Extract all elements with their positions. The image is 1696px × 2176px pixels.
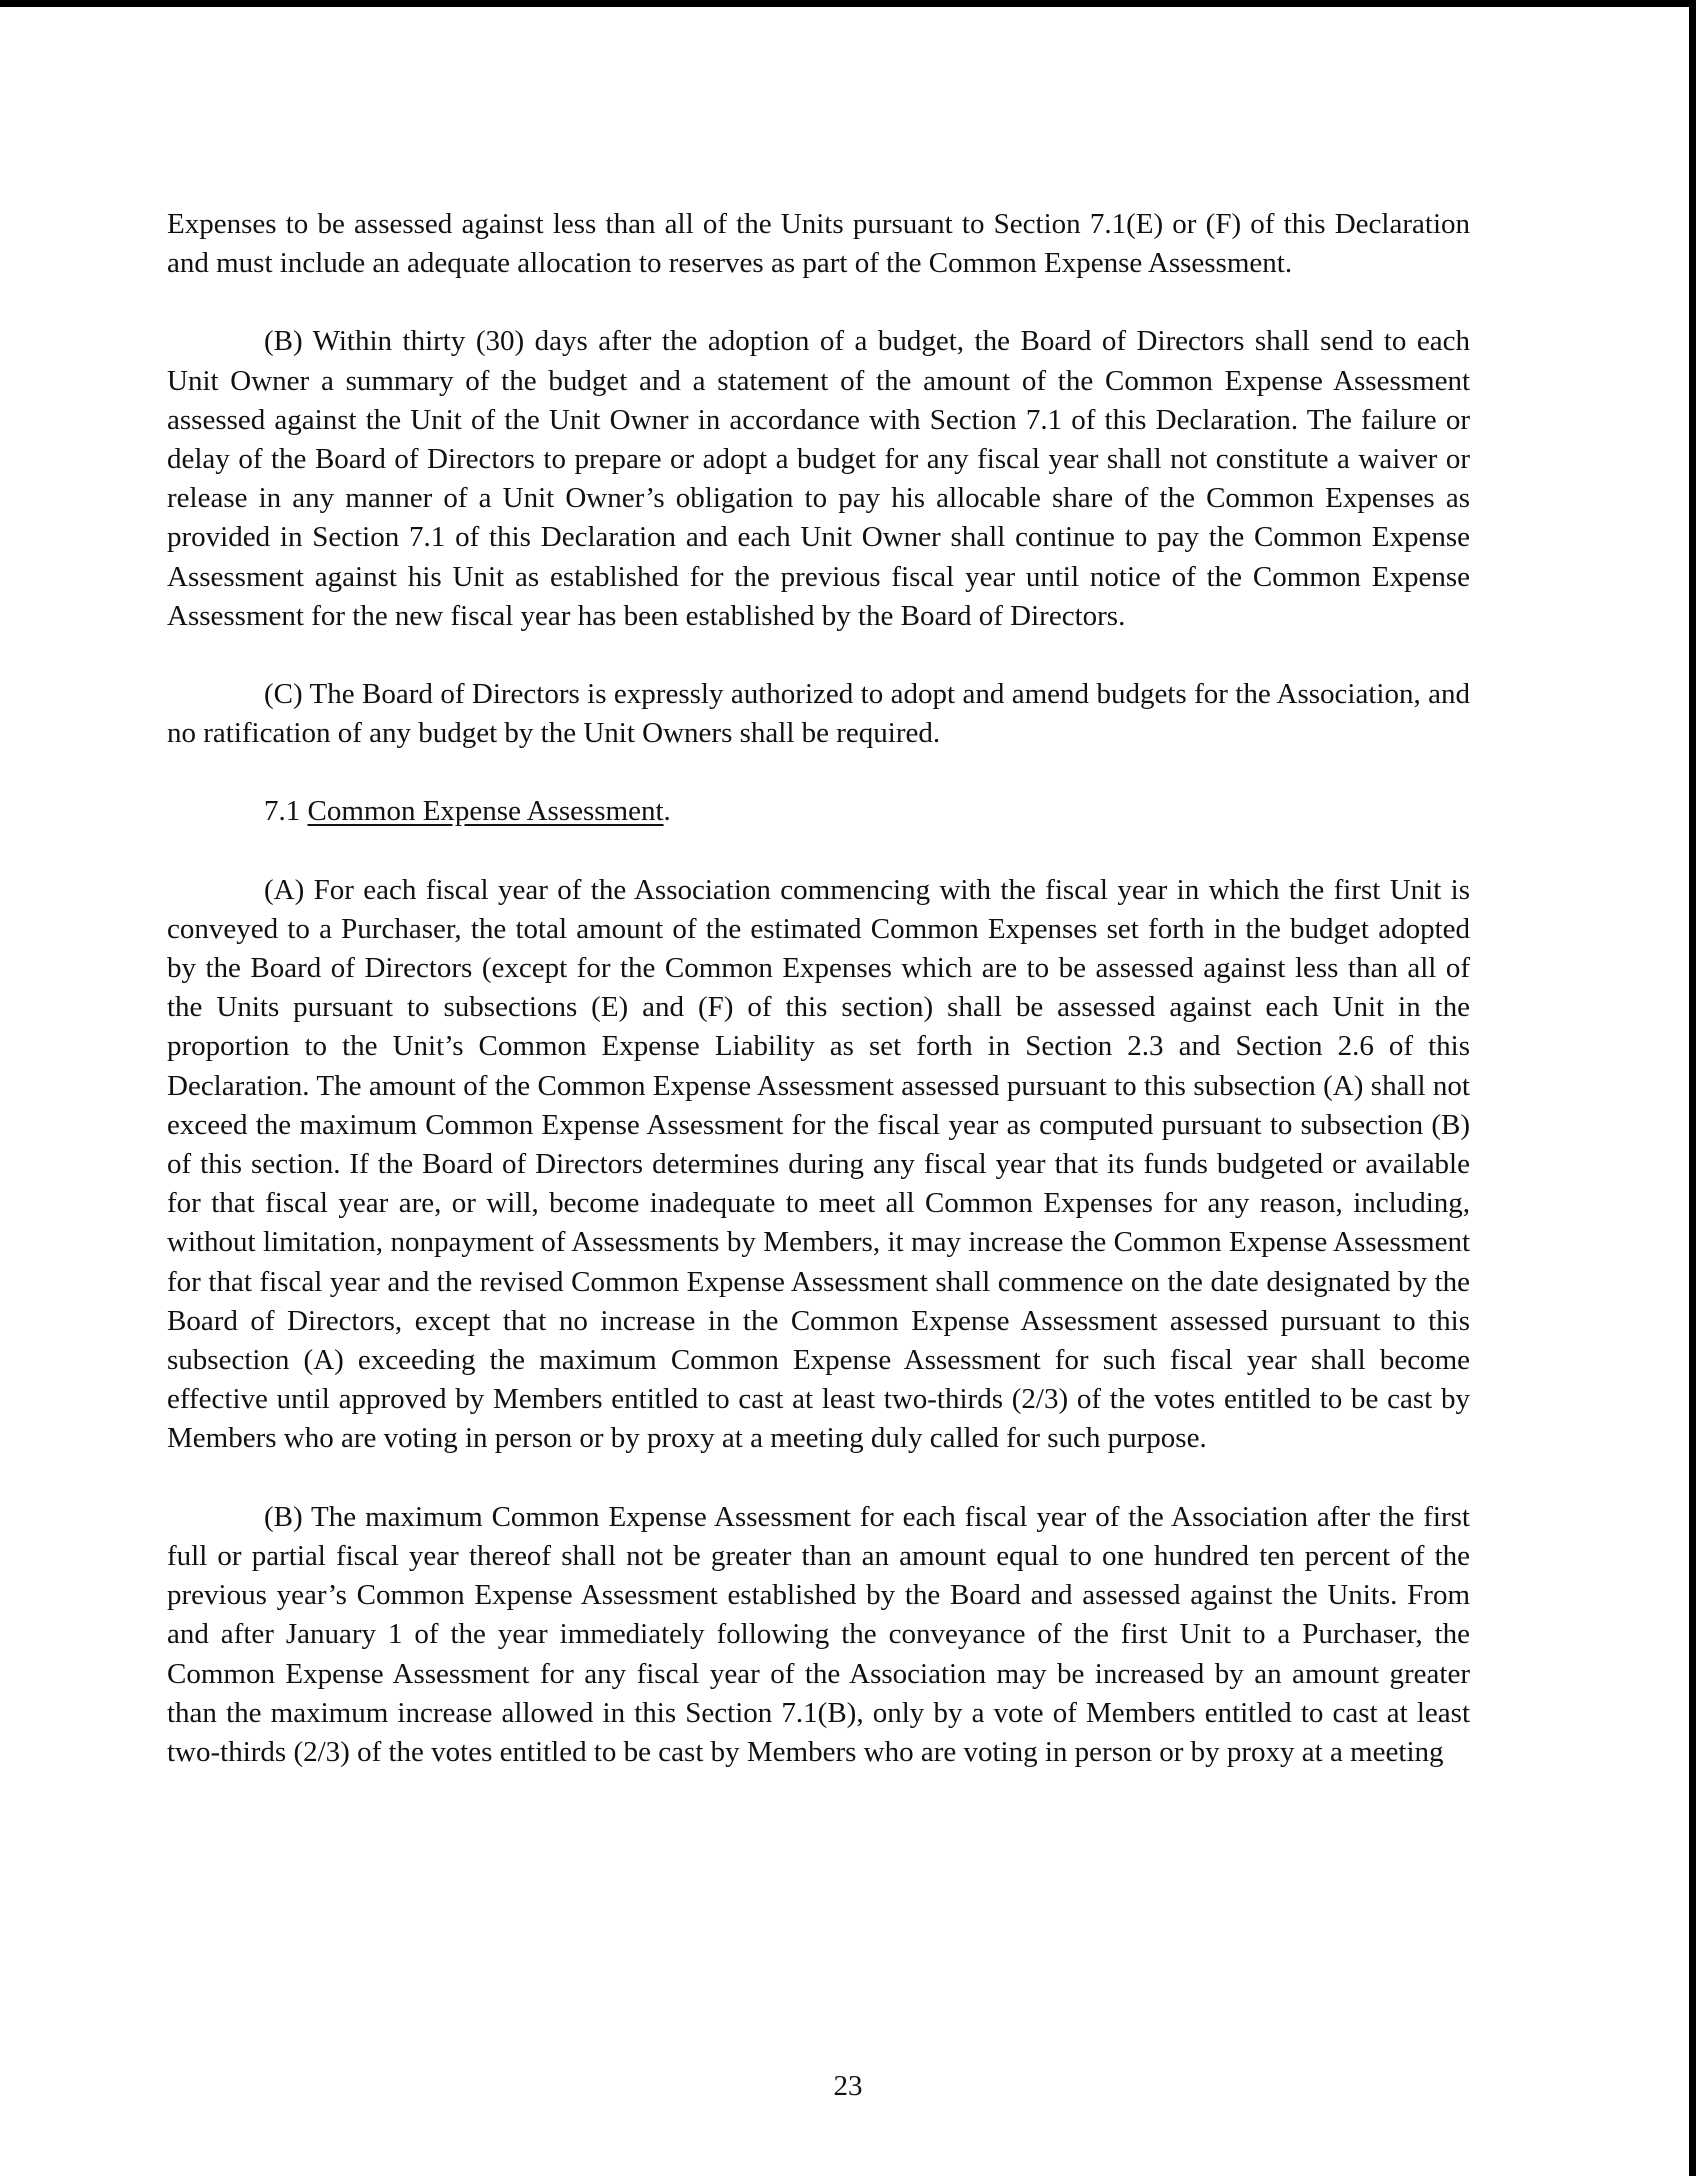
scan-border-top [0,0,1696,7]
scan-border-right [1689,0,1696,2176]
paragraph-assessment-a: (A) For each fiscal year of the Association commencing with the fiscal year in which the first Unit is conveyed to a Purchaser, the total amount of the estimated Common Expenses set forth in the budget adopted by the Board of Directors (except for the Common Expenses which are to be assessed against less than all of the Units pursuant to subsections (E) and (F) of this section) shall be assessed against each Unit in the proportion to the Unit’s Common Expense Liability as set forth in Section 2.3 and Section 2.6 of this Declaration. The amount of the Common Expense Assessment assessed pursuant to this subsection (A) shall not exceed the maximum Common Expense Assessment for the fiscal year as computed pursuant to subsection (B) of this section. If the Board of Directors determines during any fiscal year that its funds budgeted or available for that fiscal year are, or will, become inadequate to meet all Common Expenses for any reason, including, without limitation, nonpayment of Assessments by Members, it may increase the Common Expense Assessment for that fiscal year and the revised Common Expense Assessment shall commence on the date designated by the Board of Directors, except that no increase in the Common Expense Assessment assessed pursuant to this subsection (A) exceeding the maximum Common Expense Assessment for such fiscal year shall become effective until approved by Members entitled to cast at least two-thirds (2/3) of the votes entitled to be cast by Members who are voting in person or by proxy at a meeting duly called for such purpose. [167,873,1470,1455]
page-number: 23 [833,2070,863,2102]
section-number: 7.1 [264,795,301,828]
paragraph-continuation: Expenses to be assessed against less than all of the Units pursuant to Section 7.1(E) or (F) of this Declaration and must include an adequate allocation to reserves as part of the Common Expense Assessment. [167,208,1470,280]
paragraph-budget-summary: (B) Within thirty (30) days after the adoption of a budget, the Board of Directors shall send to each Unit Owner a summary of the budget and a statement of the amount of the Common Expense Assessment assessed against the Unit of the Unit Owner in accordance with Section 7.1 of this Declaration. The failure or delay of the Board of Directors to prepare or adopt a budget for any fiscal year shall not constitute a waiver or release in any manner of a Unit Owner’s obligation to pay his allocable share of the Common Expenses as provided in Section 7.1 of this Declaration and each Unit Owner shall continue to pay the Common Expense Assessment against his Unit as established for the previous fiscal year until notice of the Common Expense Assessment for the new fiscal year has been established by the Board of Directors. [167,325,1470,632]
paragraph-budget-authority: (C) The Board of Directors is expressly authorized to adopt and amend budgets for the Association, and no ratification of any budget by the Unit Owners shall be required. [167,678,1470,750]
section-heading [167,792,1470,831]
section-title-period: . [663,795,671,828]
document-body [167,205,1470,1811]
paragraph-assessment-b: (B) The maximum Common Expense Assessment for each fiscal year of the Association after the first full or partial fiscal year thereof shall not be greater than an amount equal to one hundred ten percent of the previous year’s Common Expense Assessment established by the Board and assessed against the Units. From and after January 1 of the year immediately following the conveyance of the first Unit to a Purchaser, the Common Expense Assessment for any fiscal year of the Association may be increased by an amount greater than the maximum increase allowed in this Section 7.1(B), only by a vote of Members entitled to cast at least two-thirds (2/3) of the votes entitled to be cast by Members who are voting in person or by proxy at a meeting [167,1500,1470,1768]
section-title: Common Expense Assessment [307,795,664,828]
